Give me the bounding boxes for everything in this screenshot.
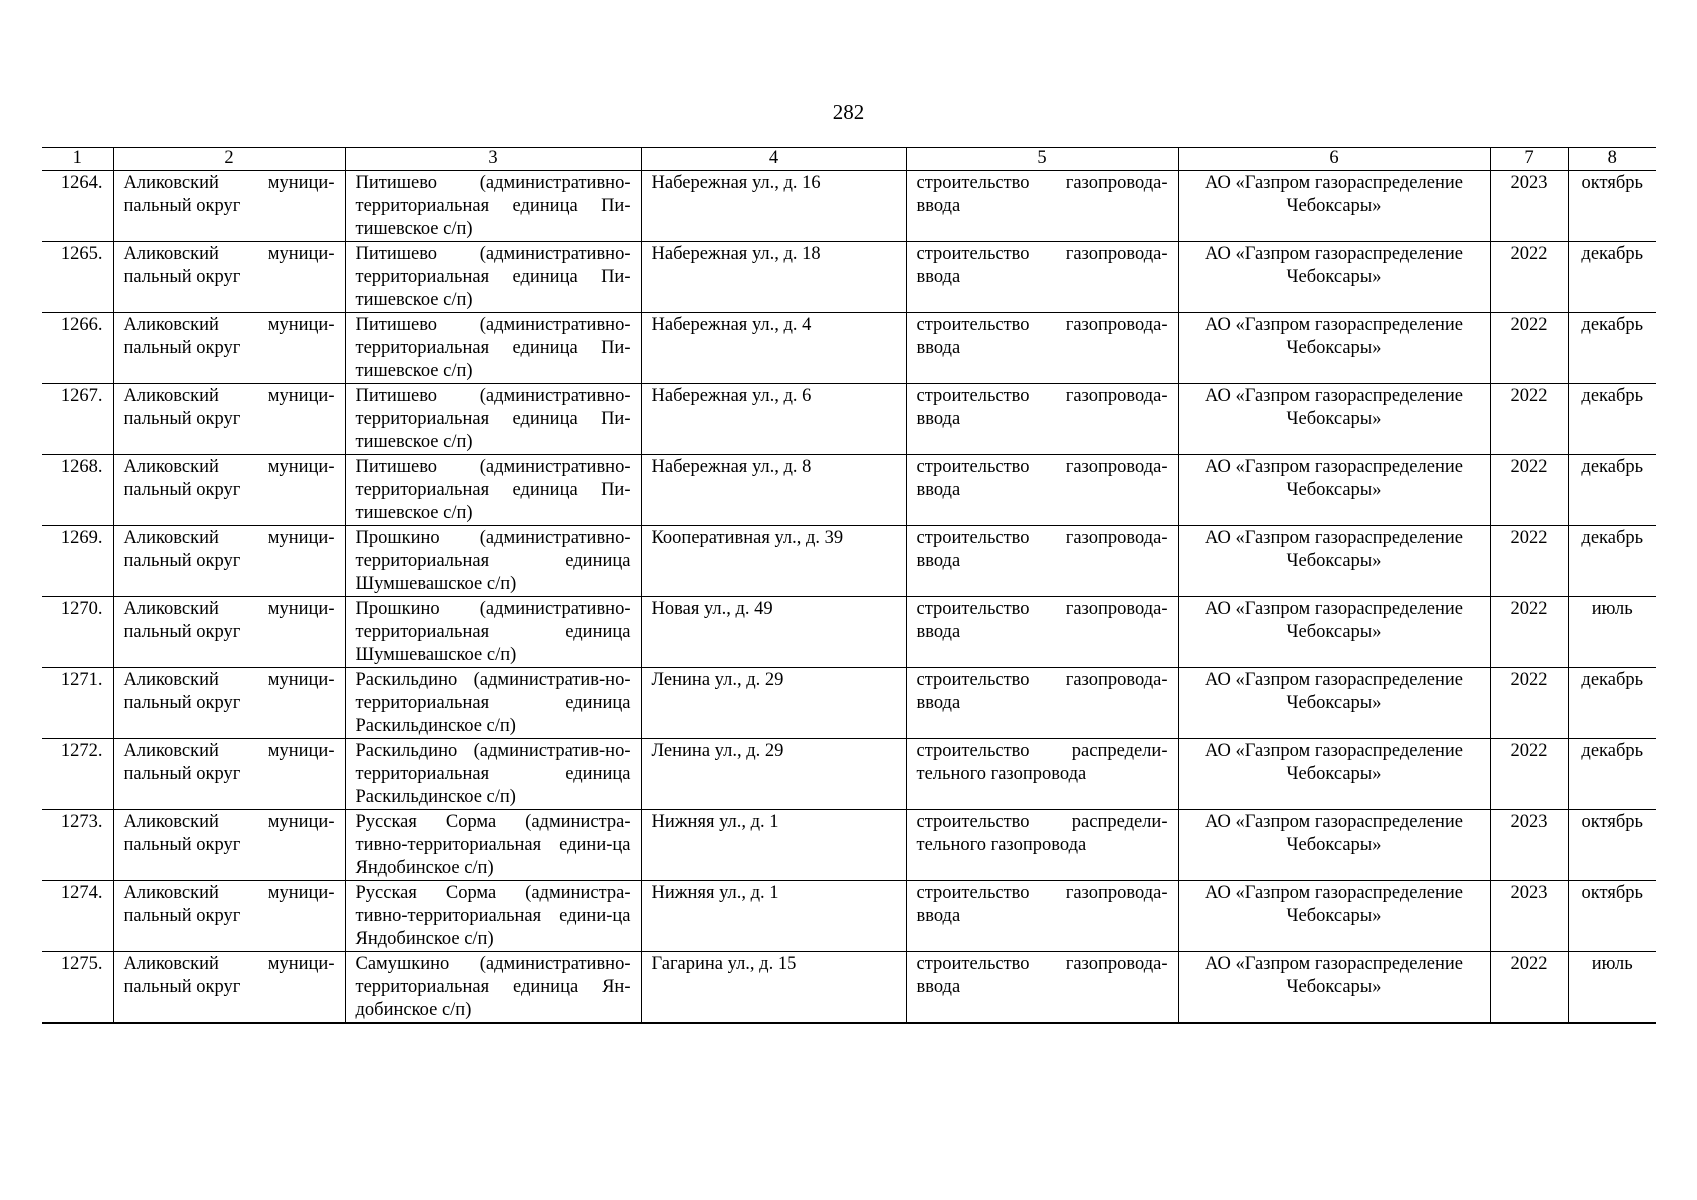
settlement-cell: Раскильдино (административ-но-территориальная единица Раскильдинское с/п) — [345, 739, 641, 810]
address-cell: Гагарина ул., д. 15 — [641, 952, 906, 1024]
year-cell: 2022 — [1490, 668, 1568, 739]
registry-table — [42, 147, 1656, 1024]
work-type-cell: строительство газопровода-ввода — [906, 881, 1178, 952]
district-cell: Аликовский муници-пальный округ — [113, 171, 345, 242]
district-cell: Аликовский муници-пальный округ — [113, 668, 345, 739]
address-cell: Кооперативная ул., д. 39 — [641, 526, 906, 597]
year-cell: 2022 — [1490, 597, 1568, 668]
table-row — [42, 810, 1656, 881]
row-number-cell: 1265. — [42, 242, 113, 313]
work-type-cell: строительство газопровода-ввода — [906, 242, 1178, 313]
table-row — [42, 526, 1656, 597]
year-cell: 2022 — [1490, 739, 1568, 810]
year-cell: 2023 — [1490, 171, 1568, 242]
month-cell: декабрь — [1568, 739, 1656, 810]
organization-cell: АО «Газпром газораспределение Чебоксары» — [1178, 597, 1490, 668]
month-cell: декабрь — [1568, 668, 1656, 739]
row-number-cell: 1274. — [42, 881, 113, 952]
year-cell: 2022 — [1490, 242, 1568, 313]
row-number-cell: 1266. — [42, 313, 113, 384]
organization-cell: АО «Газпром газораспределение Чебоксары» — [1178, 952, 1490, 1024]
row-number-cell: 1271. — [42, 668, 113, 739]
settlement-cell: Русская Сорма (администра-тивно-территориальная едини-ца Яндобинское с/п) — [345, 881, 641, 952]
month-cell: октябрь — [1568, 171, 1656, 242]
settlement-cell: Питишево (административно-территориальная единица Пи-тишевское с/п) — [345, 171, 641, 242]
organization-cell: АО «Газпром газораспределение Чебоксары» — [1178, 171, 1490, 242]
row-number-cell: 1273. — [42, 810, 113, 881]
row-number-cell: 1275. — [42, 952, 113, 1024]
district-cell: Аликовский муници-пальный округ — [113, 739, 345, 810]
year-cell: 2022 — [1490, 526, 1568, 597]
month-cell: декабрь — [1568, 455, 1656, 526]
column-header: 5 — [906, 148, 1178, 171]
settlement-cell: Самушкино (административно-территориальная единица Ян-добинское с/п) — [345, 952, 641, 1024]
year-cell: 2022 — [1490, 384, 1568, 455]
month-cell: июль — [1568, 952, 1656, 1024]
table-row — [42, 597, 1656, 668]
column-header: 8 — [1568, 148, 1656, 171]
settlement-cell: Раскильдино (административ-но-территориальная единица Раскильдинское с/п) — [345, 668, 641, 739]
settlement-cell: Питишево (административно-территориальная единица Пи-тишевское с/п) — [345, 455, 641, 526]
district-cell: Аликовский муници-пальный округ — [113, 384, 345, 455]
table-row — [42, 455, 1656, 526]
address-cell: Набережная ул., д. 6 — [641, 384, 906, 455]
work-type-cell: строительство газопровода-ввода — [906, 384, 1178, 455]
address-cell: Ленина ул., д. 29 — [641, 739, 906, 810]
organization-cell: АО «Газпром газораспределение Чебоксары» — [1178, 739, 1490, 810]
month-cell: декабрь — [1568, 384, 1656, 455]
district-cell: Аликовский муници-пальный округ — [113, 597, 345, 668]
year-cell: 2023 — [1490, 810, 1568, 881]
year-cell: 2022 — [1490, 952, 1568, 1024]
column-header: 1 — [42, 148, 113, 171]
settlement-cell: Русская Сорма (администра-тивно-территориальная едини-ца Яндобинское с/п) — [345, 810, 641, 881]
address-cell: Набережная ул., д. 16 — [641, 171, 906, 242]
row-number-cell: 1264. — [42, 171, 113, 242]
settlement-cell: Питишево (административно-территориальная единица Пи-тишевское с/п) — [345, 384, 641, 455]
column-header: 3 — [345, 148, 641, 171]
district-cell: Аликовский муници-пальный округ — [113, 313, 345, 384]
address-cell: Набережная ул., д. 4 — [641, 313, 906, 384]
settlement-cell: Питишево (административно-территориальная единица Пи-тишевское с/п) — [345, 313, 641, 384]
work-type-cell: строительство газопровода-ввода — [906, 313, 1178, 384]
row-number-cell: 1267. — [42, 384, 113, 455]
page-number: 282 — [832, 100, 865, 124]
month-cell: декабрь — [1568, 526, 1656, 597]
work-type-cell: строительство газопровода-ввода — [906, 597, 1178, 668]
organization-cell: АО «Газпром газораспределение Чебоксары» — [1178, 526, 1490, 597]
organization-cell: АО «Газпром газораспределение Чебоксары» — [1178, 810, 1490, 881]
month-cell: декабрь — [1568, 313, 1656, 384]
work-type-cell: строительство газопровода-ввода — [906, 455, 1178, 526]
table-row — [42, 668, 1656, 739]
work-type-cell: строительство газопровода-ввода — [906, 952, 1178, 1024]
organization-cell: АО «Газпром газораспределение Чебоксары» — [1178, 313, 1490, 384]
table-row — [42, 242, 1656, 313]
column-header: 2 — [113, 148, 345, 171]
settlement-cell: Прошкино (административно-территориальная единица Шумшевашское с/п) — [345, 526, 641, 597]
year-cell: 2023 — [1490, 881, 1568, 952]
work-type-cell: строительство газопровода-ввода — [906, 171, 1178, 242]
table-row — [42, 952, 1656, 1024]
work-type-cell: строительство распредели-тельного газопровода — [906, 810, 1178, 881]
row-number-cell: 1270. — [42, 597, 113, 668]
work-type-cell: строительство газопровода-ввода — [906, 668, 1178, 739]
address-cell: Нижняя ул., д. 1 — [641, 881, 906, 952]
table-row — [42, 171, 1656, 242]
address-cell: Набережная ул., д. 8 — [641, 455, 906, 526]
organization-cell: АО «Газпром газораспределение Чебоксары» — [1178, 384, 1490, 455]
column-header: 6 — [1178, 148, 1490, 171]
work-type-cell: строительство газопровода-ввода — [906, 526, 1178, 597]
year-cell: 2022 — [1490, 455, 1568, 526]
district-cell: Аликовский муници-пальный округ — [113, 455, 345, 526]
settlement-cell: Питишево (административно-территориальная единица Пи-тишевское с/п) — [345, 242, 641, 313]
row-number-cell: 1268. — [42, 455, 113, 526]
month-cell: декабрь — [1568, 242, 1656, 313]
column-header: 4 — [641, 148, 906, 171]
district-cell: Аликовский муници-пальный округ — [113, 810, 345, 881]
district-cell: Аликовский муници-пальный округ — [113, 952, 345, 1024]
district-cell: Аликовский муници-пальный округ — [113, 526, 345, 597]
table-row — [42, 739, 1656, 810]
district-cell: Аликовский муници-пальный округ — [113, 242, 345, 313]
row-number-cell: 1272. — [42, 739, 113, 810]
address-cell: Набережная ул., д. 18 — [641, 242, 906, 313]
district-cell: Аликовский муници-пальный округ — [113, 881, 345, 952]
work-type-cell: строительство распредели-тельного газопровода — [906, 739, 1178, 810]
table-row — [42, 881, 1656, 952]
organization-cell: АО «Газпром газораспределение Чебоксары» — [1178, 668, 1490, 739]
table-row — [42, 313, 1656, 384]
month-cell: октябрь — [1568, 810, 1656, 881]
address-cell: Новая ул., д. 49 — [641, 597, 906, 668]
month-cell: июль — [1568, 597, 1656, 668]
row-number-cell: 1269. — [42, 526, 113, 597]
organization-cell: АО «Газпром газораспределение Чебоксары» — [1178, 455, 1490, 526]
organization-cell: АО «Газпром газораспределение Чебоксары» — [1178, 881, 1490, 952]
table-row — [42, 384, 1656, 455]
column-header: 7 — [1490, 148, 1568, 171]
address-cell: Ленина ул., д. 29 — [641, 668, 906, 739]
settlement-cell: Прошкино (административно-территориальная единица Шумшевашское с/п) — [345, 597, 641, 668]
column-number-row — [42, 148, 1656, 171]
month-cell: октябрь — [1568, 881, 1656, 952]
organization-cell: АО «Газпром газораспределение Чебоксары» — [1178, 242, 1490, 313]
year-cell: 2022 — [1490, 313, 1568, 384]
address-cell: Нижняя ул., д. 1 — [641, 810, 906, 881]
